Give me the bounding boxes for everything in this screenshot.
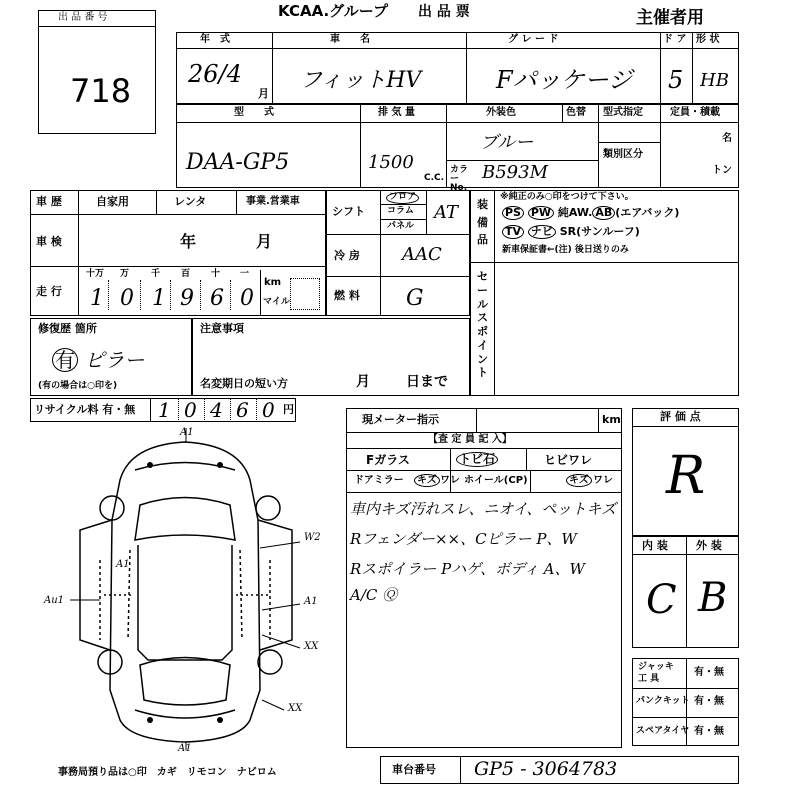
hibiware-label: ヒビワレ [544, 453, 593, 467]
inspector-note-1: 車内キズ汚れスレ、ニオイ、ペットキズ [350, 500, 617, 518]
diagram-mark-right-rear: XX [304, 641, 319, 652]
history-option-business: 事業.営業車 [246, 196, 300, 207]
year-month-unit: 月 [258, 87, 269, 100]
history-option-private: 自家用 [96, 195, 129, 208]
exterior-grade: B [698, 575, 728, 621]
mileage-digit-2: 0 [120, 286, 134, 311]
shift-label: シフト [332, 205, 365, 218]
repair-label: 修復歴 箇所 [38, 322, 97, 335]
color-value: ブルー [480, 132, 534, 153]
deadline-month: 月 [356, 374, 370, 390]
recycle-digit-3: 4 [210, 398, 223, 422]
interior-grade: C [646, 577, 677, 623]
equipment-note: ※純正のみ○印をつけて下さい。 [500, 192, 634, 202]
recycle-digit-4: 6 [236, 398, 249, 422]
exterior-label: 外 装 [696, 539, 722, 552]
inspector-title: 【査 定 員 記 入】 [428, 434, 512, 445]
mileage-digit-6: 0 [240, 286, 254, 311]
year-value: 26/4 [188, 60, 242, 88]
diagram-mark-left: Au1 [44, 595, 65, 606]
inspector-note-2: Rフェンダー××、Cピラー P、W [350, 530, 577, 548]
chassis-label: 車台番号 [392, 763, 436, 776]
diagram-mark-right-door: A1 [304, 596, 318, 607]
model-value: DAA-GP5 [186, 150, 290, 175]
group-title: KCAA.グループ [278, 2, 388, 20]
recycle-digit-2: 0 [184, 398, 197, 422]
digit-label-10k: 万 [120, 269, 130, 279]
door-value: 5 [668, 66, 684, 94]
diagram-mark-rear: A1 [178, 743, 192, 754]
sheet-title: 出 品 票 [418, 4, 470, 20]
lot-label: 出 品 番 号 [58, 12, 108, 23]
new-car-warranty: 新車保証書←(注) 後日送りのみ [502, 245, 629, 255]
mileage-digit-4: 9 [180, 286, 194, 311]
mileage-digit-3: 1 [152, 286, 166, 311]
puncture-kit-label: パンクキット [636, 696, 690, 706]
category-label: 類別区分 [603, 149, 643, 160]
capacity-label: 定員・積載 [670, 107, 720, 118]
inspection-year-unit: 年 [180, 232, 197, 251]
km-label: km [264, 277, 282, 288]
shift-value: AT [434, 202, 459, 223]
car-value: フィットHV [300, 68, 422, 93]
door-mirror-kizu: キズ [414, 474, 440, 487]
caution-label: 注意事項 [200, 322, 244, 335]
recycle-unit: 円 [283, 403, 294, 416]
tobi-ishi-label: トビ石 [456, 452, 498, 467]
capacity-unit-people: 名 [722, 133, 732, 144]
ac-label: 冷 房 [334, 249, 360, 262]
door-mirror-ware: ワレ [440, 475, 460, 486]
model-designation-label: 型式指定 [603, 107, 643, 118]
digit-label-1: 一 [240, 269, 250, 279]
cc-unit: C.C. [424, 173, 445, 183]
inspection-month-unit: 月 [256, 232, 273, 251]
equipment-row1: PS PW 純AW. AB (エアバック) [502, 206, 679, 220]
history-option-rental: レンタ [174, 195, 207, 208]
capacity-unit-ton: トン [712, 165, 732, 176]
diagram-mark-front: A1 [180, 427, 194, 438]
recycle-digit-5: 0 [262, 398, 275, 422]
evaluation-label: 評 価 点 [660, 410, 701, 423]
history-label: 車 歴 [36, 195, 62, 208]
year-label: 年 式 [200, 34, 230, 45]
exterior-color-label: 外装色 [486, 107, 516, 118]
color-no-value: B593M [482, 162, 549, 183]
digit-label-1k: 千 [151, 269, 161, 279]
shift-option-floor: フロア [386, 192, 419, 204]
diagram-mark-rear-corner: XX [288, 703, 303, 714]
door-label: ド ア [663, 34, 687, 45]
shape-label: 形 状 [696, 34, 720, 45]
recycle-digit-1: 1 [158, 398, 171, 422]
mile-label: マイル [263, 297, 290, 307]
wheel-kizu: キズ [566, 474, 592, 487]
equipment-side-label: 装備品 [477, 198, 488, 247]
ac-value: AAC [402, 244, 442, 265]
repair-value: 有 ピラー [52, 348, 144, 372]
digit-label-100k: 十万 [86, 269, 105, 279]
door-mirror-label: ドアミラー [354, 475, 404, 486]
diagram-mark-left-inner: A1 [116, 559, 130, 570]
displacement-label: 排 気 量 [378, 107, 415, 118]
inspector-note-3: Rスポイラー Pハゲ、ボディ A、W [350, 560, 585, 578]
f-glass-label: Fガラス [366, 453, 410, 467]
organizer-label: 主催者用 [636, 8, 704, 28]
inspector-note-4: A/C Ⓠ [350, 586, 398, 604]
equipment-row2: TV ナビ SR(サンルーフ) [502, 225, 640, 239]
digit-label-100: 百 [181, 269, 191, 279]
deadline-label: 名変期日の短い方 [200, 377, 288, 390]
color-change-label: 色替 [566, 107, 586, 118]
displacement-value: 1500 [368, 152, 414, 173]
color-no-label: カラー No. [450, 165, 469, 193]
grade-label: グ レ ー ド [508, 34, 559, 45]
grade-value: Fパッケージ [496, 66, 633, 94]
lot-number: 718 [70, 72, 132, 110]
wheel-label: ホイール(CP) [464, 475, 528, 486]
puncture-kit-value: 有・無 [694, 696, 724, 707]
recycle-label: リサイクル料 有・無 [34, 403, 136, 416]
fuel-value: G [406, 286, 424, 311]
deadline-day: 日まで [406, 374, 448, 390]
evaluation-score: R [666, 446, 706, 506]
inspection-label: 車 検 [36, 235, 62, 248]
mileage-label: 走 行 [36, 285, 62, 298]
repair-note: (有の場合は○印を) [38, 381, 118, 391]
meter-km: km [602, 413, 621, 426]
spare-tire-value: 有・無 [694, 726, 724, 737]
fuel-label: 燃 料 [334, 289, 360, 302]
car-label: 車 名 [330, 34, 370, 45]
shift-option-column: コラム [387, 206, 414, 216]
digit-label-10: 十 [211, 269, 221, 279]
shape-value: HB [700, 70, 729, 91]
wheel-ware: ワレ [593, 475, 613, 486]
meter-label: 現メーター指示 [362, 413, 439, 426]
jack-label: ジャッキ 工 具 [638, 662, 674, 684]
mileage-digit-5: 6 [210, 286, 224, 311]
jack-value: 有・無 [694, 667, 724, 678]
sales-point-label: セールスポイント [477, 270, 488, 380]
diagram-mark-right-front: W2 [304, 532, 321, 543]
shift-option-panel: パネル [387, 221, 415, 231]
spare-tire-label: スペアタイヤ [636, 726, 690, 736]
mileage-digit-1: 1 [90, 286, 104, 311]
model-label: 型 式 [234, 107, 274, 118]
interior-label: 内 装 [642, 539, 668, 552]
office-items: 事務局預り品は○印 カギ リモコン ナビロム [58, 767, 277, 778]
chassis-value: GP5 - 3064783 [474, 758, 618, 780]
